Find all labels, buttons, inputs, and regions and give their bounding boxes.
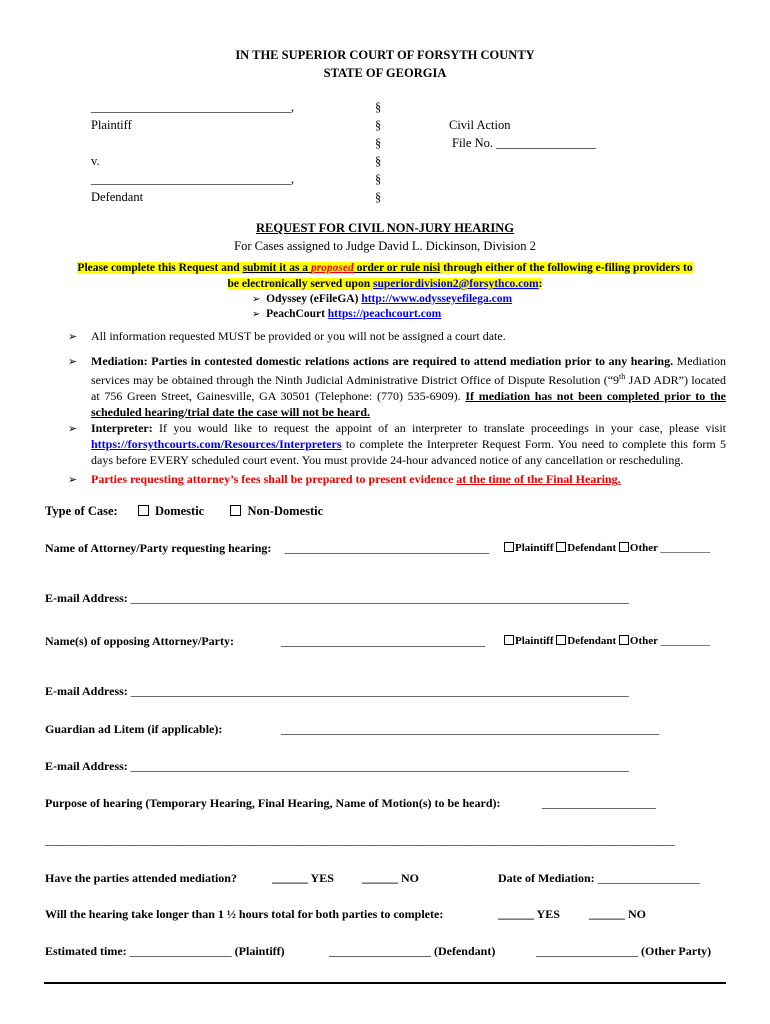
odyssey-link[interactable]: http://www.odysseyefilega.com <box>361 293 513 305</box>
attorney-label: Name of Attorney/Party requesting hearing: <box>45 541 272 555</box>
email-link[interactable]: superiordivision2@forsythco.com <box>372 278 539 290</box>
mediation-date-label: Date of Mediation: <box>498 871 595 885</box>
other-option: Other <box>629 542 658 554</box>
interpreter-heading: Interpreter: <box>91 421 153 435</box>
arrow-bullet-icon: ➢ <box>68 330 78 343</box>
case-type-row <box>45 504 323 519</box>
email-blank[interactable]: ___________________________________________________________________________________ <box>130 591 629 605</box>
duration-yes[interactable]: ______ YES <box>498 907 560 921</box>
notice-proposed: proposed <box>310 262 354 274</box>
email-label: E-mail Address: <box>45 684 128 698</box>
domestic-label: Domestic <box>154 504 205 518</box>
estimated-other-blank[interactable]: _________________ <box>536 944 638 958</box>
purpose-label: Purpose of hearing (Temporary Hearing, Final Hearing, Name of Motion(s) to be heard): <box>45 796 501 810</box>
arrow-bullet-icon: ➢ <box>68 422 78 435</box>
guardian-blank[interactable]: _______________________________________________________________ <box>281 722 659 736</box>
duration-no[interactable]: ______ NO <box>589 907 646 921</box>
section-symbol: § <box>375 190 382 204</box>
purpose-blank[interactable]: ___________________ <box>542 796 656 810</box>
court-heading: IN THE SUPERIOR COURT OF FORSYTH COUNTY <box>235 48 535 62</box>
mediation-text: JAD ADR”) located at 756 Green Street, Gainesville, GA 30501 (Telephone: (770) 535-6909). <box>91 373 726 403</box>
mediation-sup: th <box>619 372 626 381</box>
provider-odyssey <box>252 293 512 305</box>
defendant-option: Defendant <box>567 635 617 647</box>
form-subtitle: For Cases assigned to Judge David L. Dickinson, Division 2 <box>234 239 536 253</box>
file-no-row <box>452 136 596 151</box>
bullet-attorney-fees <box>91 471 726 487</box>
defendant-checkbox[interactable] <box>556 635 566 645</box>
mediation-yes[interactable]: ______ YES <box>272 871 334 885</box>
arrow-bullet-icon: ➢ <box>68 473 78 486</box>
defendant-option: Defendant <box>567 542 617 554</box>
opposing-blank[interactable]: __________________________________ <box>281 634 485 648</box>
email-label: E-mail Address: <box>45 591 128 605</box>
provider-label: Odyssey (eFileGA) <box>266 293 362 305</box>
notice-line-1 <box>0 262 770 274</box>
email-row-2 <box>45 684 629 699</box>
provider-label: PeachCourt <box>266 308 328 320</box>
opposing-label: Name(s) of opposing Attorney/Party: <box>45 634 234 648</box>
mediation-text: Mediation services may be obtained through the Ninth Judicial Administrative District Office of Dispute Resolution (“9 <box>91 354 726 387</box>
arrow-bullet-icon: ➢ <box>252 294 261 305</box>
plaintiff-checkbox[interactable] <box>504 635 514 645</box>
defendant-checkbox[interactable] <box>556 542 566 552</box>
interpreter-text: to complete the Interpreter Request Form. You need to complete this form 5 days before EVERY scheduled court event. You must provide 24-hour advanced notice of any cancellation or rescheduling. <box>91 437 726 467</box>
domestic-checkbox[interactable] <box>138 505 149 516</box>
arrow-bullet-icon: ➢ <box>252 309 261 320</box>
mediation-date-row <box>498 871 700 886</box>
notice-text: order or rule nisi <box>353 262 441 274</box>
section-symbol: § <box>375 172 382 186</box>
form-title: REQUEST FOR CIVIL NON-JURY HEARING <box>256 221 514 235</box>
notice-text: be electronically served upon <box>227 278 373 290</box>
plaintiff-label: Plaintiff <box>91 118 132 132</box>
defendant-blank[interactable]: ________________________________, <box>91 172 295 186</box>
notice-text: through either of the following e-filing providers to <box>440 262 693 274</box>
other-blank[interactable]: _________ <box>660 542 711 554</box>
interpreter-text: If you would like to request the appoint of an interpreter to translate proceedings in your case, please visit <box>152 421 726 435</box>
interpreter-link[interactable]: https://forsythcourts.com/Resources/Interpreters <box>91 437 342 451</box>
other-checkbox[interactable] <box>619 635 629 645</box>
file-no-blank[interactable]: ________________ <box>496 136 597 150</box>
plaintiff-option: Plaintiff <box>515 542 554 554</box>
bullet-required-info: All information requested MUST be provided or you will not be assigned a court date. <box>91 329 506 343</box>
other-blank[interactable]: _________ <box>660 635 711 647</box>
mediation-date-blank[interactable]: _________________ <box>597 871 700 885</box>
estimated-plaintiff-blank[interactable]: _________________ <box>129 944 232 958</box>
estimated-other <box>536 944 711 959</box>
plaintiff-blank[interactable]: ________________________________, <box>91 100 295 114</box>
guardian-label: Guardian ad Litem (if applicable): <box>45 722 223 736</box>
versus-label: v. <box>91 154 100 168</box>
email-blank[interactable]: ___________________________________________________________________________________ <box>130 684 629 698</box>
provider-peachcourt <box>252 308 441 320</box>
purpose-blank-line-2[interactable]: _________________________________________________________________________________________________________ <box>45 833 675 847</box>
mediation-question: Have the parties attended mediation? <box>45 871 237 885</box>
estimated-defendant-label: (Defendant) <box>434 944 496 958</box>
plaintiff-option: Plaintiff <box>515 635 554 647</box>
bullet-interpreter <box>91 420 726 468</box>
email-blank[interactable]: ___________________________________________________________________________________ <box>130 759 629 773</box>
non-domestic-checkbox[interactable] <box>230 505 241 516</box>
estimated-plaintiff-label: (Plaintiff) <box>234 944 285 958</box>
section-symbol: § <box>375 154 382 168</box>
opposing-role-options <box>504 635 710 647</box>
estimated-time-label: Estimated time: <box>45 944 127 958</box>
peachcourt-link[interactable]: https://peachcourt.com <box>327 308 442 320</box>
bottom-rule <box>44 982 726 984</box>
fees-text: Parties requesting attorney’s fees shall be prepared to present evidence <box>91 472 457 486</box>
bullet-mediation <box>91 353 726 420</box>
estimated-other-label: (Other Party) <box>641 944 712 958</box>
plaintiff-checkbox[interactable] <box>504 542 514 552</box>
notice-text: Please complete this Request and <box>77 262 243 274</box>
fees-final-hearing: at the time of the Final Hearing. <box>456 472 621 486</box>
civil-action-label: Civil Action <box>449 118 511 132</box>
attorney-role-options <box>504 542 710 554</box>
duration-question: Will the hearing take longer than 1 ½ hours total for both parties to complete: <box>45 907 444 921</box>
estimated-defendant-blank[interactable]: _________________ <box>329 944 431 958</box>
mediation-heading: Mediation: Parties in contested domestic relations actions are required to attend mediation prior to any hearing. <box>91 354 674 368</box>
notice-text: : <box>538 278 543 290</box>
attorney-blank[interactable]: __________________________________ <box>285 541 489 555</box>
mediation-warning: If mediation has not been completed prior to the scheduled hearing/trial date the case will not be heard. <box>91 389 726 419</box>
estimated-time-row <box>45 944 285 959</box>
state-heading-text: STATE OF GEORGIA <box>323 66 447 80</box>
estimated-defendant <box>329 944 495 959</box>
non-domestic-label: Non-Domestic <box>247 504 324 518</box>
email-row-3 <box>45 759 629 774</box>
email-row <box>45 591 629 606</box>
arrow-bullet-icon: ➢ <box>68 355 78 368</box>
notice-text: submit it as a <box>242 262 311 274</box>
mediation-no[interactable]: ______ NO <box>362 871 419 885</box>
section-symbol: § <box>375 100 382 114</box>
other-checkbox[interactable] <box>619 542 629 552</box>
other-option: Other <box>629 635 658 647</box>
notice-line-2 <box>0 278 770 290</box>
email-label: E-mail Address: <box>45 759 128 773</box>
section-symbol: § <box>375 118 382 132</box>
defendant-label: Defendant <box>91 190 144 204</box>
file-no-label: File No. <box>452 136 493 150</box>
case-type-label: Type of Case: <box>45 504 118 518</box>
section-symbol: § <box>375 136 382 150</box>
